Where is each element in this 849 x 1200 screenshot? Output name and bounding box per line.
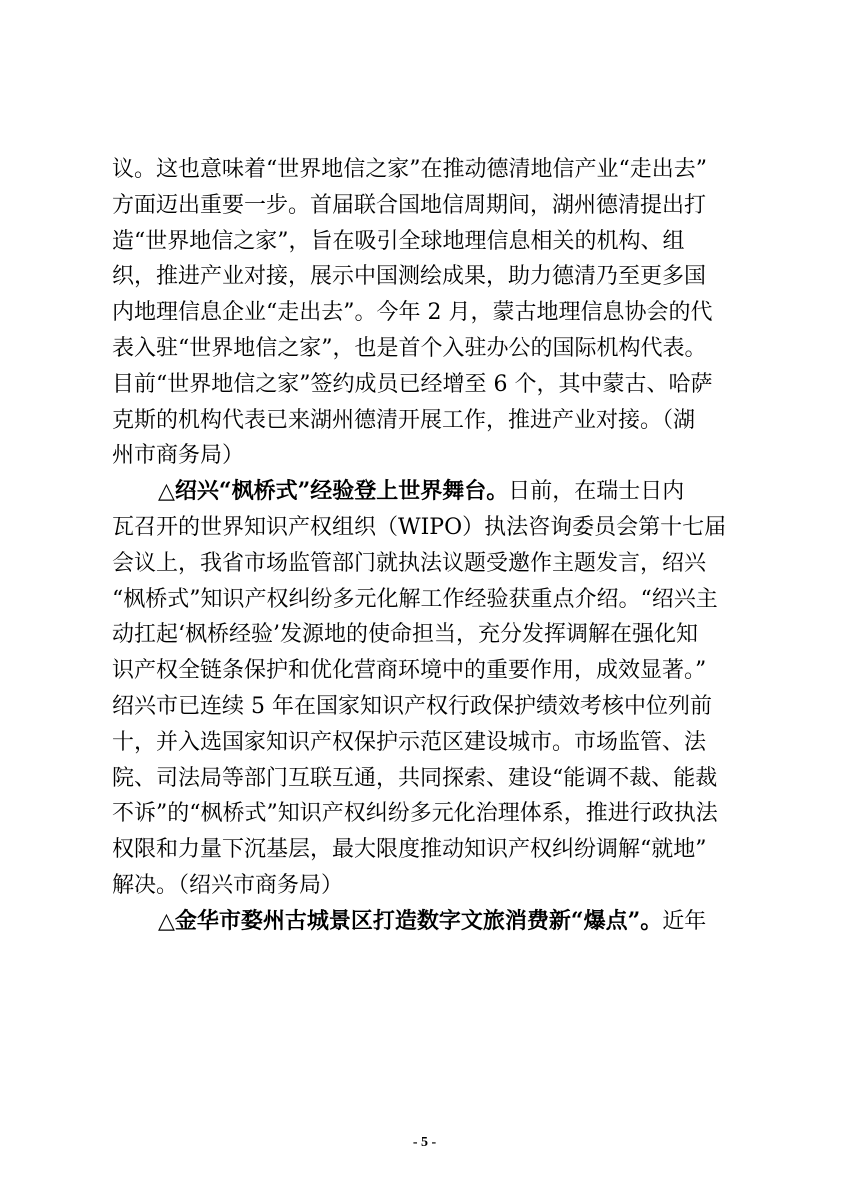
paragraph-world-geoinfo-home xyxy=(112,152,752,474)
text-line: 克斯的机构代表已来湖州德清开展工作，推进产业对接。（湖 xyxy=(112,407,696,433)
heading-continuation: 近年 xyxy=(662,908,707,934)
text-line: “枫桥式”知识产权纠纷多元化解工作经验获重点介绍。“绍兴主 xyxy=(112,586,718,612)
text-line: 内地理信息企业“走出去”。今年 2 月，蒙古地理信息协会的代 xyxy=(112,300,713,326)
text-line: 识产权全链条保护和优化营商环境中的重要作用，成效显著。” xyxy=(112,658,707,684)
section-heading: △金华市婺州古城景区打造数字文旅消费新“爆点”。 xyxy=(158,907,663,934)
text-line: 会议上，我省市场监管部门就执法议题受邀作主题发言，绍兴 xyxy=(112,550,707,576)
text-line: 解决。（绍兴市商务局） xyxy=(112,872,344,898)
section-heading: △绍兴“枫桥式”经验登上世界舞台。 xyxy=(158,478,509,505)
paragraph-shaoxing-fengqiao xyxy=(112,474,752,904)
text-line: 州市商务局） xyxy=(112,443,245,469)
text-line: 院、司法局等部门互联互通，共同探索、建设“能调不裁、能裁 xyxy=(112,765,718,791)
document-body xyxy=(112,152,752,940)
text-line: 动扛起‘枫桥经验’发源地的使命担当，充分发挥调解在强化知 xyxy=(112,622,698,648)
text-line: 织，推进产业对接，展示中国测绘成果，助力德清乃至更多国 xyxy=(112,264,707,290)
text-line: 十，并入选国家知识产权保护示范区建设城市。市场监管、法 xyxy=(112,729,707,755)
paragraph-jinhua-wuzhou xyxy=(112,904,752,940)
text-line: 不诉”的“枫桥式”知识产权纠纷多元化治理体系，推进行政执法 xyxy=(112,801,718,827)
text-line: 造“世界地信之家”，旨在吸引全球地理信息相关的机构、组 xyxy=(112,228,685,254)
heading-continuation: 日前，在瑞士日内 xyxy=(508,479,685,505)
paragraph-first-line xyxy=(112,904,752,940)
text-line: 议。这也意味着“世界地信之家”在推动德清地信产业“走出去” xyxy=(112,157,707,182)
text-line: 目前“世界地信之家”签约成员已经增至 6 个，其中蒙古、哈萨 xyxy=(112,371,713,397)
text-line: 权限和力量下沉基层，最大限度推动知识产权纠纷调解“就地” xyxy=(112,837,707,863)
text-line: 绍兴市已连续 5 年在国家知识产权行政保护绩效考核中位列前 xyxy=(112,693,712,719)
text-line: 表入驻“世界地信之家”，也是首个入驻办公的国际机构代表。 xyxy=(112,335,707,361)
paragraph-first-line xyxy=(112,474,752,510)
text-line: 瓦召开的世界知识产权组织（WIPO）执法咨询委员会第十七届 xyxy=(112,514,727,540)
text-line: 方面迈出重要一步。首届联合国地信周期间，湖州德清提出打 xyxy=(112,192,707,218)
page-number: - 5 - xyxy=(412,1135,437,1150)
